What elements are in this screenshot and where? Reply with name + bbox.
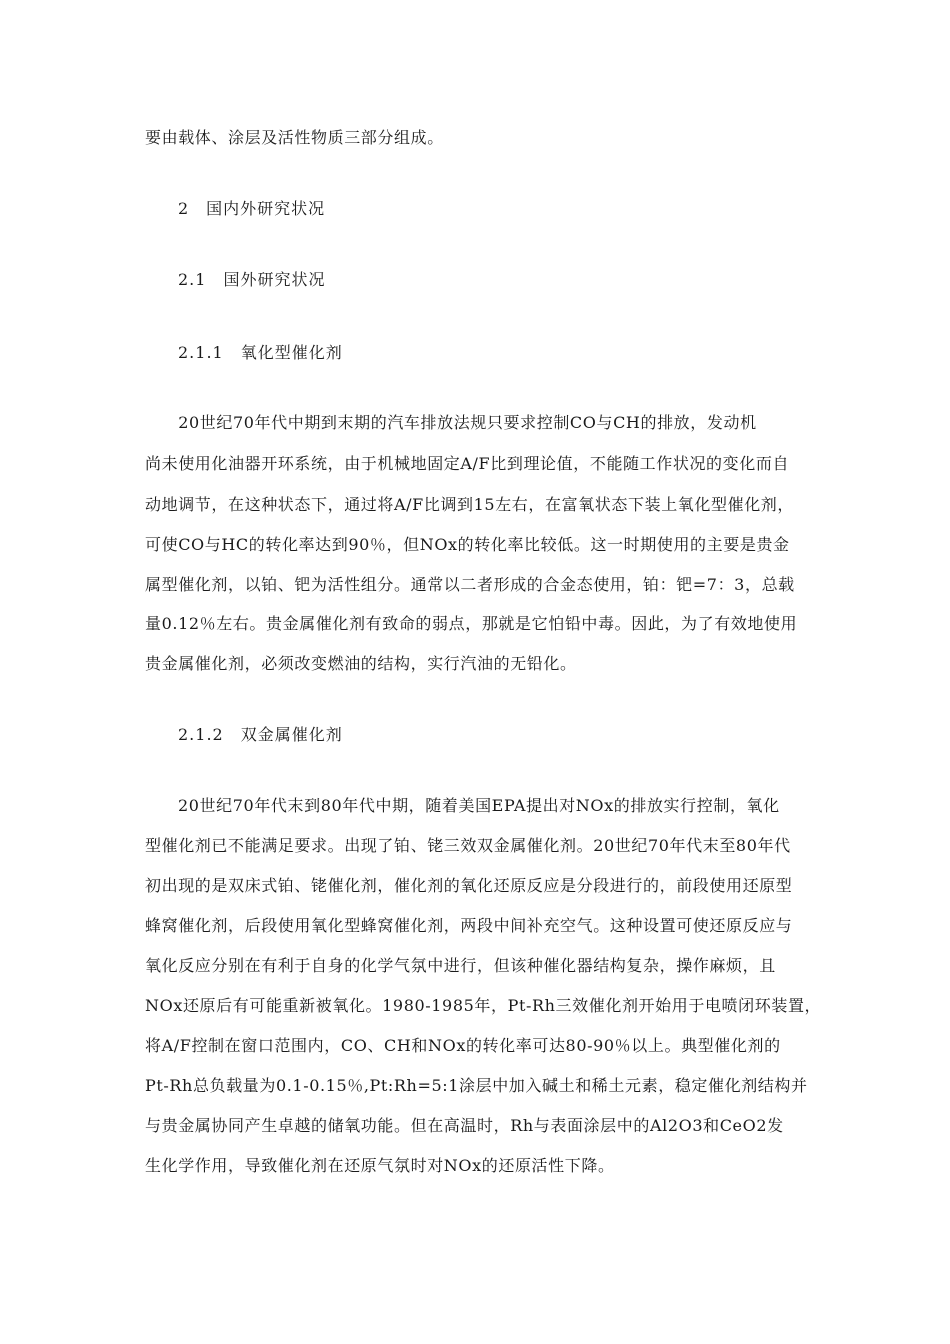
section-heading-2-1-2: 2.1.2 双金属催化剂 [178, 725, 343, 744]
paragraph-line: Pt-Rh总负载量为0.1-0.15％,Pt:Rh=5:1涂层中加入碱土和稀土元素，稳定催化剂结构并 [145, 1076, 808, 1095]
paragraph-line: 贵金属催化剂，必须改变燃油的结构，实行汽油的无铅化。 [145, 654, 577, 673]
paragraph-line: NOx还原后有可能重新被氧化。1980-1985年，Pt-Rh三效催化剂开始用于电喷闭环装置， [145, 996, 822, 1015]
paragraph-line: 生化学作用，导致催化剂在还原气氛时对NOx的还原活性下降。 [145, 1156, 615, 1175]
section-heading-2-1: 2.1 国外研究状况 [178, 270, 326, 289]
paragraph-line: 可使CO与HC的转化率达到90％，但NOx的转化率比较低。这一时期使用的主要是贵金 [145, 535, 790, 554]
paragraph-line: 与贵金属协同产生卓越的储氧功能。但在高温时，Rh与表面涂层中的Al2O3和CeO2发 [145, 1116, 784, 1135]
paragraph-line: 20世纪70年代末到80年代中期，随着美国EPA提出对NOx的排放实行控制，氧化 [178, 796, 780, 815]
paragraph-line: 尚未使用化油器开环系统，由于机械地固定A/F比到理论值，不能随工作状况的变化而自 [145, 454, 790, 473]
paragraph-line: 量0.12％左右。贵金属催化剂有致命的弱点，那就是它怕铅中毒。因此，为了有效地使用 [145, 614, 798, 633]
paragraph-line: 型催化剂已不能满足要求。出现了铂、铑三效双金属催化剂。20世纪70年代末至80年代 [145, 836, 791, 855]
paragraph-line: 动地调节，在这种状态下，通过将A/F比调到15左右，在富氧状态下装上氧化型催化剂， [145, 495, 795, 514]
paragraph-line: 将A/F控制在窗口范围内，CO、CH和NOx的转化率可达80-90％以上。典型催化剂的 [145, 1036, 781, 1055]
paragraph-line: 氧化反应分别在有利于自身的化学气氛中进行，但该种催化器结构复杂，操作麻烦，且 [145, 956, 776, 975]
section-heading-2-1-1: 2.1.1 氧化型催化剂 [178, 343, 343, 362]
paragraph-line: 蜂窝催化剂，后段使用氧化型蜂窝催化剂，两段中间补充空气。这种设置可使还原反应与 [145, 916, 793, 935]
paragraph-line: 属型催化剂，以铂、钯为活性组分。通常以二者形成的合金态使用，铂：钯=7：3，总载 [145, 575, 795, 594]
paragraph-line: 初出现的是双床式铂、铑催化剂，催化剂的氧化还原反应是分段进行的，前段使用还原型 [145, 876, 793, 895]
paragraph-line: 20世纪70年代中期到末期的汽车排放法规只要求控制CO与CH的排放，发动机 [145, 413, 757, 432]
intro-tail-text: 要由载体、涂层及活性物质三部分组成。 [145, 128, 444, 147]
section-heading-2: 2 国内外研究状况 [178, 199, 326, 218]
